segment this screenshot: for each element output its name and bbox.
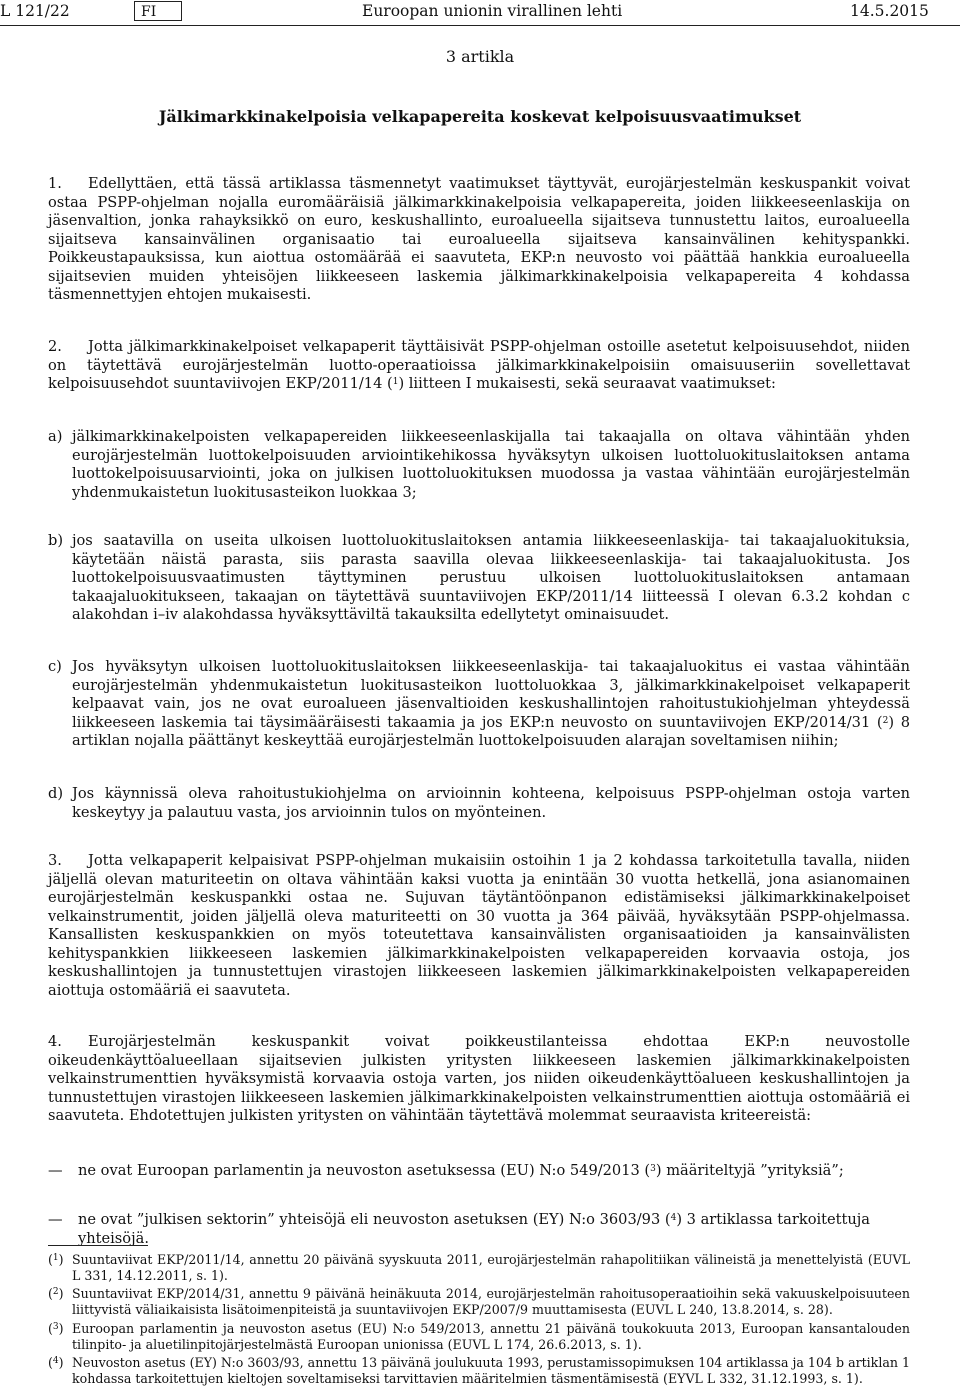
paragraph-text: Eurojärjestelmän keskuspankit voivat poikkeustilanteissa ehdottaa EKP:n neuvostolle oikeudenkäyttöalueellaan sijaitsevien julkisten yritysten liikkeeseen laskemien jälkimarkkinakelpoisten velkainstrumenttien hyväksymistä korvaavia ostoja varten, jos niiden oikeudenkäyttöalueen keskushallintojen ja tunnustettujen virastojen liikkeeseen laskemien jälkimarkkinakelpoisten velkainstrumenttien aiottuja ostomääriä ei saavuteta. Ehdotettujen julkisten yritysten on vähintään täytettävä molemmat seuraavista kriteereistä: [48,1033,910,1124]
footnote-text: Neuvoston asetus (EY) N:o 3603/93, annettu 13 päivänä joulukuuta 1993, perustamissopimuksen 104 artiklassa ja 104 b artiklan 1 kohdassa tarkoitettujen kieltojen soveltamiseksi tarvittavien määritelmien täsmentämisestä (EYVL L 332, 31.12.1993, s. 1). [72,1355,910,1386]
paragraph-number: 4. [48,1033,62,1050]
footnote-text: Suuntaviivat EKP/2011/14, annettu 20 päivänä syyskuuta 2011, eurojärjestelmän rahapolitiikan välineistä ja menettelyistä (EUVL L 331, 14.12.2011, s. 1). [72,1252,910,1283]
dash-text-part: ) määriteltyjä ”yrityksiä”; [655,1162,844,1179]
footnote-text: Suuntaviivat EKP/2014/31, annettu 9 päivänä heinäkuuta 2014, eurojärjestelmän rahoitusoperaatioihin sekä vakuuskelpoisuuteen liittyvistä väliaikaisista lisätoimenpiteistä ja suuntaviivojen EKP/2007/9 muuttamisesta (EUVL L 240, 13.8.2014, s. 28). [72,1286,910,1317]
footnote-4 [48,1355,910,1386]
list-item-b [48,532,910,625]
paragraph-text: Jotta velkapaperit kelpaisivat PSPP-ohjelman mukaisiin ostoihin 1 ja 2 kohdassa tarkoitetulla tavalla, niiden jäljellä olevan maturiteetin on oltava vähintään kaksi vuotta ja enintään 30 vuotta hetkellä, jona asianomainen eurojärjestelmän keskuspankki ostaa ne. Sujuvan täytäntöönpanon edistämiseksi jälkimarkkinakelpoiset velkainstrumentit, joiden jäljellä oleva maturiteetti on 30 vuotta ja 364 päivää, hyväksytään PSPP-ohjelmassa. Kansallisten keskuspankkien on myös toteutettava kansainvälisten organisaatioiden ja kansainvälisten kehityspankkien liikkeeseen laskemien jälkimarkkinakelpoisten velkapapereiden korvaavia ostoja, jos keskushallintojen ja tunnustettujen virastojen liikkeeseen laskemien jälkimarkkinakelpoisten velkapapereiden aiottuja ostomääriä ei saavuteta. [48,852,910,999]
paragraph-2 [48,338,910,394]
footnote-2 [48,1286,910,1317]
footnote-number: 4 [52,1356,59,1366]
list-item-d [48,785,910,822]
footnote-paren: ( [48,1252,53,1267]
item-text [72,658,910,751]
footnote-number: 2 [52,1287,59,1297]
paragraph-number: 1. [48,175,62,192]
paragraph-text: Jotta jälkimarkkinakelpoiset velkapaperit täyttäisivät PSPP-ohjelman ostoille asetetut kelpoisuusehdot, niiden on täytettävä eurojärjestelmän luotto-operaatioissa jälkimarkkinakelpoisiin omaisuuseriin sovellettavat kelpoisuusehdot suuntaviivojen EKP/2011/14 ( [48,338,910,392]
footnote-paren: ( [48,1286,53,1301]
journal-title: Euroopan unionin virallinen lehti [362,2,623,20]
publication-date: 14.5.2015 [850,2,929,20]
footnote-separator [48,1245,148,1246]
footnote-text: Euroopan parlamentin ja neuvoston asetus (EU) N:o 549/2013, annettu 21 päivänä toukokuuta 2013, Euroopan kansantalouden tilinpito- ja aluetilinpitojärjestelmästä Euroopan unionissa (EUVL L 174, 26.6.2013, s. 1). [72,1321,910,1352]
dash-item-2 [48,1211,910,1248]
paragraph-number: 3. [48,852,62,869]
footnote-label [48,1286,64,1302]
paragraph-4 [48,1033,910,1126]
item-label: a) [48,428,63,445]
footnote-paren: ) [58,1321,64,1336]
footnote-label [48,1355,64,1371]
footnote-number: 1 [52,1253,59,1263]
footnote-ref[interactable]: 1 [392,377,399,387]
paragraph-text: Edellyttäen, että tässä artiklassa täsmennetyt vaatimukset täyttyvät, eurojärjestelmän keskuspankit voivat ostaa PSPP-ohjelman nojalla euromääräisiä jälkimarkkinakelpoisia velkapapereita, joiden liikkeeseenlaskija on jäsenvaltion, jonka rahayksikkö on euro, keskushallinto, euroalueella sijaitseva tunnustettu laitos, euroalueella sijaitseva kansainvälinen organisaatio tai euroalueella sijaitseva kansainvälinen kehityspankki. Poikkeustapauksissa, kun aiottua ostomäärää ei saavuteta, EKP:n neuvosto voi päättää hankkia euroalueella sijaitsevien muiden yhteisöjen liikkeeseen laskemia jälkimarkkinakelpoisia velkapapereita 4 kohdassa täsmennettyjen ehtojen mukaisesti. [48,175,910,303]
dash-text-part: ne ovat Euroopan parlamentin ja neuvoston asetuksessa (EU) N:o 549/2013 ( [78,1162,651,1179]
item-label: b) [48,532,64,549]
dash-text-part: ne ovat ”julkisen sektorin” yhteisöjä eli neuvoston asetuksen (EY) N:o 3603/93 ( [78,1211,671,1228]
list-item-c [48,658,910,751]
footnote-ref[interactable]: 4 [670,1213,677,1223]
page-reference: L 121/22 [0,2,70,20]
footnote-label [48,1321,64,1337]
footnote-number: 3 [52,1322,59,1332]
item-text: jos saatavilla on useita ulkoisen luottoluokituslaitoksen antamia liikkeeseenlaskija- tai takaajaluokituksia, käytetään näistä parasta, siis parasta saavilla olevaa liikkeeseenlaskija- tai takaajaluokitusta. Jos luottokelpoisuusvaatimusten täyttyminen perustuu ulkoisen luottoluokituslaitoksen antamaan takaajaluokitukseen, takaajan on täytettävä suuntaviivojen EKP/2011/14 liitteessä I olevan 6.3.2 kohdan c alakohdan i–iv alakohdassa hyväksyttäviltä takauksilta edellytetyt ominaisuudet. [72,532,910,623]
item-label: c) [48,658,62,675]
article-number: 3 artikla [445,47,515,66]
footnote-ref[interactable]: 3 [650,1164,656,1174]
paragraph-3 [48,852,910,1000]
item-text-part: Jos hyväksytyn ulkoisen luottoluokituslaitoksen liikkeeseenlaskija- tai takaajaluokitus ei vastaa vähintään eurojärjestelmän yhdenmukaistetun luokitusasteikon luottoluokkaa 3, jälkimarkkinakelpoiset velkapaperit kelpaavat vain, jos ne ovat euroalueen jäsenvaltioiden keskushallintojen rahoitustukiohjelman yhteydessä liikkeeseen laskemia tai täysimääräisesti takaamia ja jos EKP:n neuvosto on suuntaviivojen EKP/2014/31 ( [72,658,910,731]
footnote-paren: ( [48,1355,53,1370]
dash-marker: — [48,1162,63,1179]
footnote-paren: ( [48,1321,53,1336]
footnote-paren: ) [58,1286,64,1301]
footnote-ref[interactable]: 2 [882,715,889,726]
dash-text-part: ) 3 artiklassa tarkoitettuja yhteisöjä. [78,1211,871,1247]
footnote-paren: ) [58,1252,64,1267]
paragraph-text: ) liitteen I mukaisesti, sekä seuraavat vaatimukset: [398,375,776,392]
dash-marker: — [48,1211,63,1228]
paragraph-1 [48,175,910,305]
header-rule [0,25,960,26]
item-label: d) [48,785,64,802]
page-header [0,0,960,26]
dash-item-1 [48,1162,910,1181]
language-code: FI [134,1,182,21]
footnote-1 [48,1252,910,1283]
dash-text [78,1211,910,1248]
item-text-part: ) 8 artiklan nojalla päättänyt keskeyttää eurojärjestelmän luottokelpoisuuden alarajan soveltamisen niihin; [72,713,910,749]
footnote-label [48,1252,64,1268]
footnote-3 [48,1321,910,1352]
list-item-a [48,428,910,502]
item-text: jälkimarkkinakelpoisten velkapapereiden liikkeeseenlaskijalla tai takaajalla on oltava vähintään yhden eurojärjestelmän luottokelpoisuuden arviointikehikossa hyväksytyn ulkoisen luottoluokituslaitoksen antama luottokelpoisuusarviointi, joka on julkisen luottoluokituksen muodossa ja vastaa vähintään eurojärjestelmän yhdenmukaistetun luokitusasteikon luokkaa 3; [72,428,910,501]
article-title: Jälkimarkkinakelpoisia velkapapereita koskevat kelpoisuusvaatimukset [158,107,802,126]
dash-text [78,1162,910,1181]
paragraph-number: 2. [48,338,62,355]
footnote-paren: ) [58,1355,64,1370]
item-text: Jos käynnissä oleva rahoitustukiohjelma on arvioinnin kohteena, kelpoisuus PSPP-ohjelman ostoja varten keskeytyy ja palautuu vasta, jos arvioinnin tulos on myönteinen. [72,785,910,821]
